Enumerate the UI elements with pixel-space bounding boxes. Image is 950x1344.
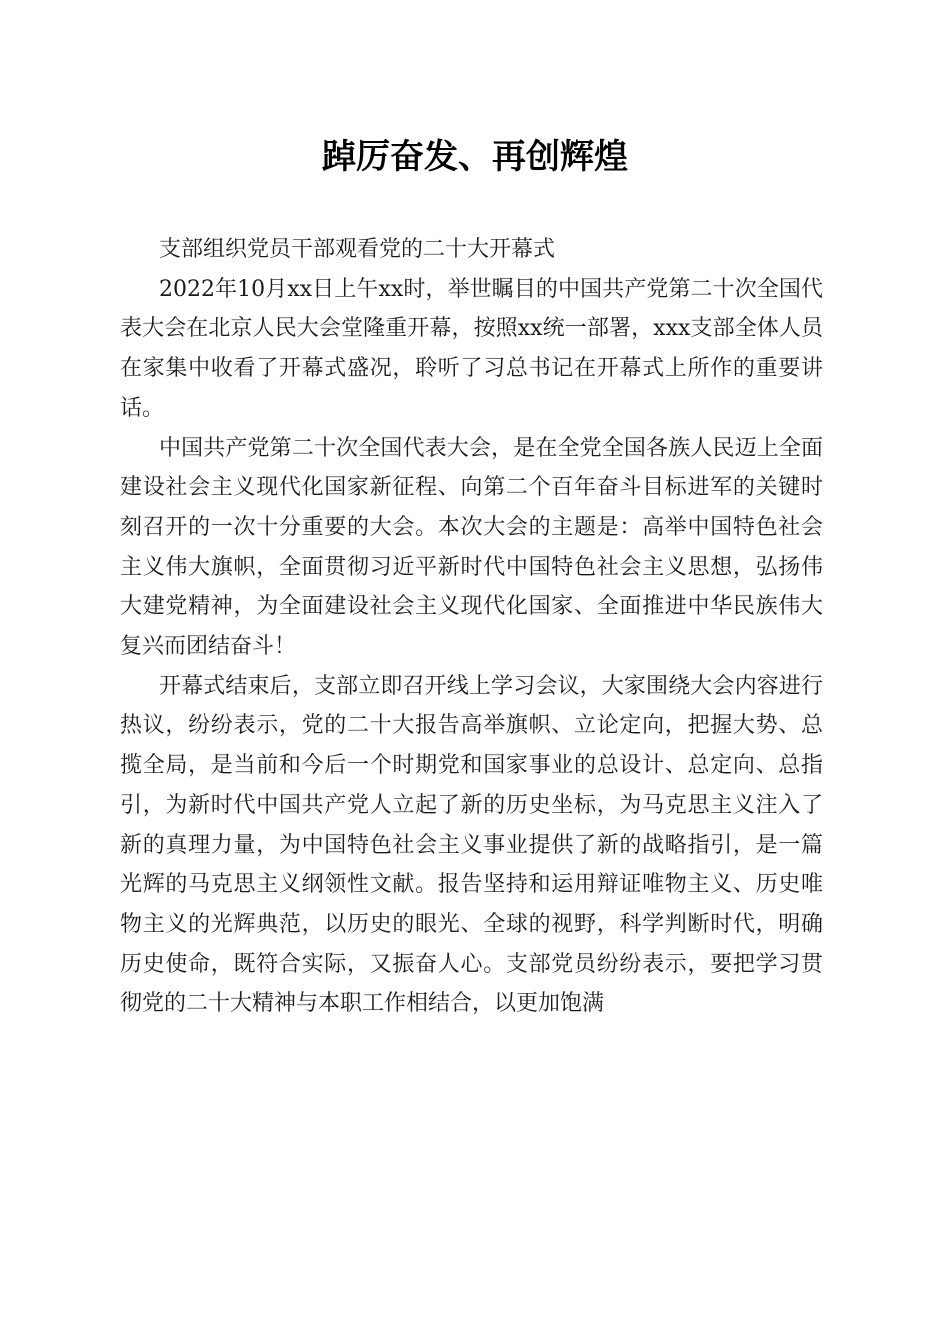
document-body <box>120 230 823 1024</box>
paragraph: 中国共产党第二十次全国代表大会，是在全党全国各族人民迈上全面建设社会主义现代化国家新征程、向第二个百年奋斗目标进军的关键时刻召开的一次十分重要的大会。本次大会的主题是：高举中国特色社会主义伟大旗帜，全面贯彻习近平新时代中国特色社会主义思想，弘扬伟大建党精神，为全面建设社会主义现代化国家、全面推进中华民族伟大复兴而团结奋斗！ <box>120 435 823 660</box>
paragraph: 2022年10月xx日上午xx时，举世瞩目的中国共产党第二十次全国代表大会在北京人民大会堂隆重开幕，按照xx统一部署，xxx支部全体人员在家集中收看了开幕式盛况，聆听了习总书记在开幕式上所作的重要讲话。 <box>120 276 823 421</box>
document-title: 踔厉奋发、再创辉煌 <box>322 137 628 177</box>
paragraph-subtitle: 支部组织党员干部观看党的二十大开幕式 <box>159 237 556 262</box>
paragraph: 开幕式结束后，支部立即召开线上学习会议，大家围绕大会内容进行热议，纷纷表示，党的二十大报告高举旗帜、立论定向，把握大势、总揽全局，是当前和今后一个时期党和国家事业的总设计、总定向、总指引，为新时代中国共产党人立起了新的历史坐标，为马克思主义注入了新的真理力量，为中国特色社会主义事业提供了新的战略指引，是一篇光辉的马克思主义纲领性文献。报告坚持和运用辩证唯物主义、历史唯物主义的光辉典范，以历史的眼光、全球的视野，科学判断时代，明确历史使命，既符合实际，又振奋人心。支部党员纷纷表示，要把学习贯彻党的二十大精神与本职工作相结合，以更加饱满 <box>120 673 823 1017</box>
